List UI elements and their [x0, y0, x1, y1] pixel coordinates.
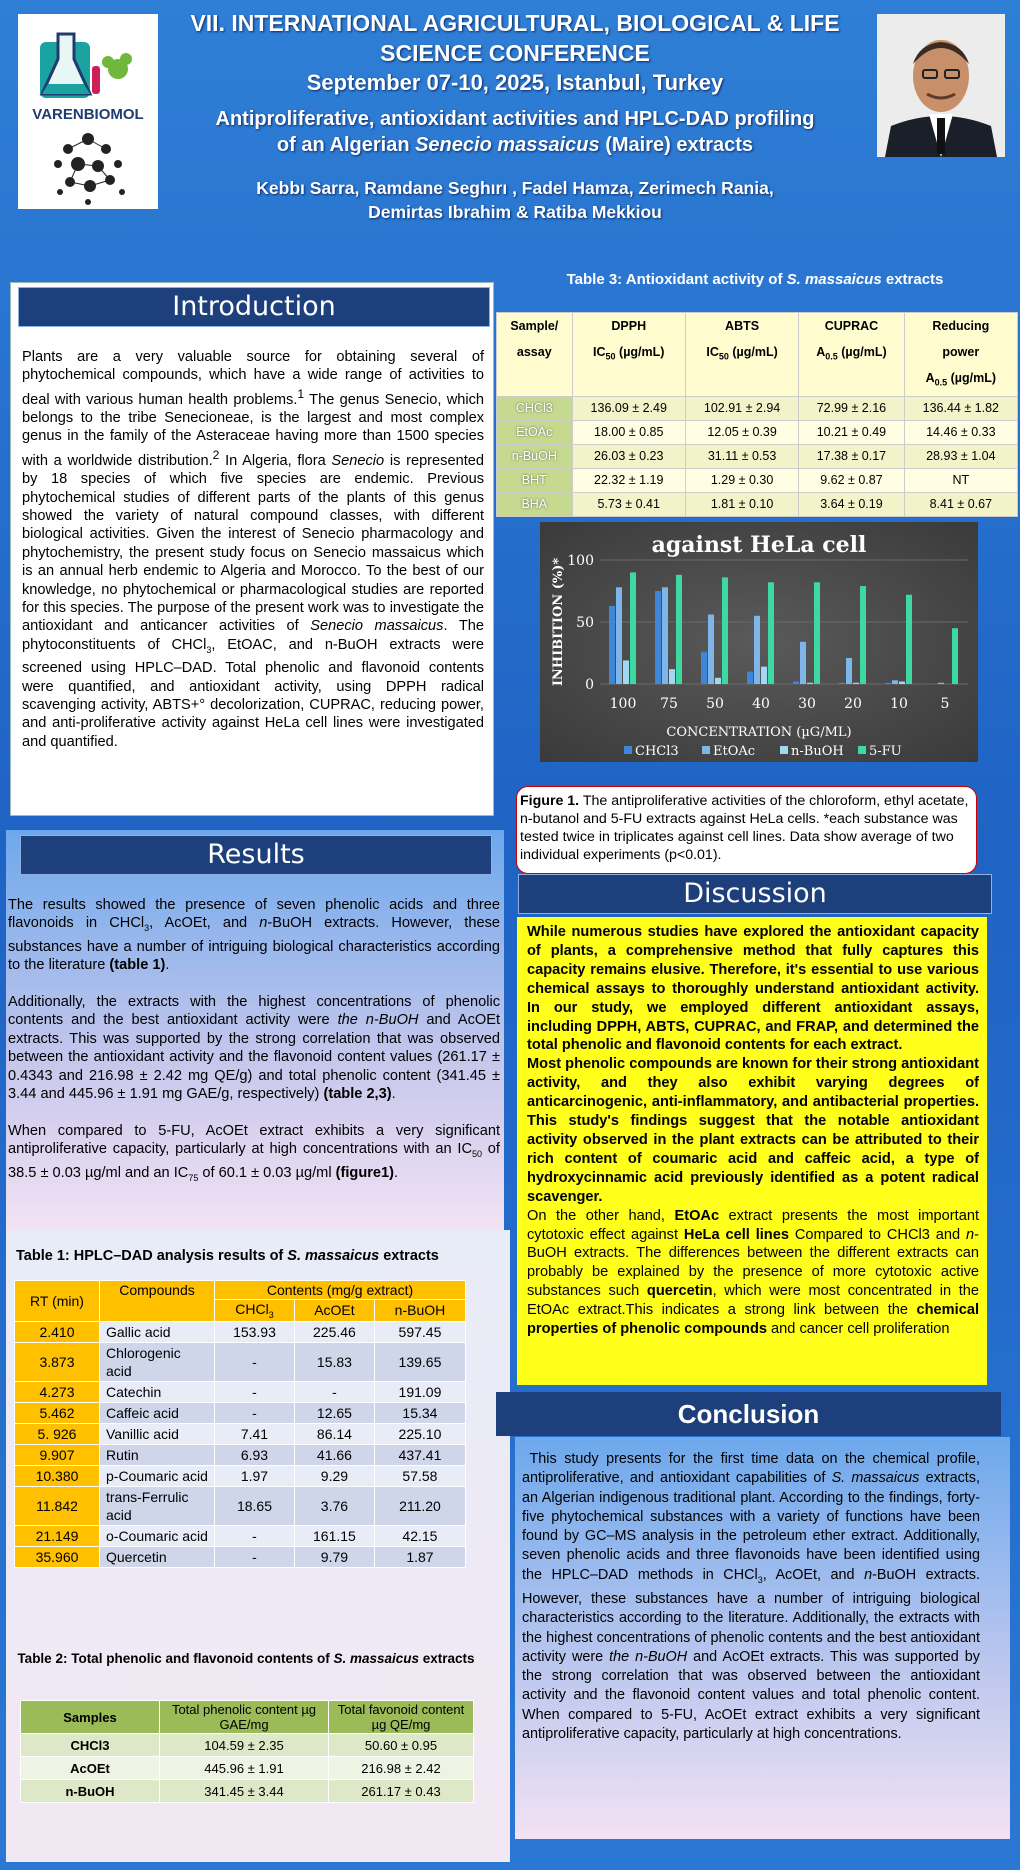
bar-chcl3 — [839, 683, 845, 684]
value-cell: 3.64 ± 0.19 — [799, 492, 904, 516]
content-cell: 41.66 — [294, 1444, 374, 1465]
bar-etoac — [846, 658, 852, 684]
bar-n-buoh — [807, 683, 813, 684]
legend-swatch — [624, 746, 632, 754]
sample-cell: BHT — [497, 468, 573, 492]
table-row — [15, 1381, 466, 1402]
compound-cell: Rutin — [100, 1444, 215, 1465]
sample-cell: BHA — [497, 492, 573, 516]
table-row — [15, 1402, 466, 1423]
author-photo — [877, 14, 1005, 157]
x-tick-label: 100 — [609, 696, 637, 712]
x-tick-label: 5 — [940, 696, 950, 712]
legend-label: CHCl3 — [635, 744, 679, 759]
legend-swatch — [858, 746, 866, 754]
content-cell: - — [215, 1546, 295, 1567]
bar-chcl3 — [747, 672, 753, 684]
discussion-heading: Discussion — [518, 874, 992, 914]
compound-cell: trans-Ferrulic acid — [100, 1486, 215, 1525]
table-row — [497, 420, 1018, 444]
hela-chart — [540, 522, 978, 762]
table3-header-sample: Sample/ assay — [497, 313, 573, 397]
content-cell: 3.76 — [294, 1486, 374, 1525]
table1-header-rt: RT (min) — [15, 1281, 100, 1322]
x-tick-label: 50 — [706, 696, 724, 712]
content-cell: 7.41 — [215, 1423, 295, 1444]
table-row — [15, 1546, 466, 1567]
x-tick-label: 20 — [844, 696, 862, 712]
value-cell: 12.05 ± 0.39 — [685, 420, 798, 444]
value-cell: 9.62 ± 0.87 — [799, 468, 904, 492]
bar-chcl3 — [885, 683, 891, 684]
sample-cell: n-BuOH — [497, 444, 573, 468]
value-cell: 5.73 ± 0.41 — [572, 492, 685, 516]
table1-header-acoet: AcOEt — [294, 1300, 374, 1322]
conclusion-heading: Conclusion — [496, 1392, 1001, 1436]
rt-cell: 35.960 — [15, 1546, 100, 1567]
legend-label: n-BuOH — [791, 744, 844, 759]
table2-header-phenolic: Total phenolic content µg GAE/mg — [160, 1701, 329, 1734]
content-cell: 42.15 — [374, 1525, 465, 1546]
table-row — [497, 444, 1018, 468]
discussion-text: While numerous studies have explored the antioxidant capacity of plants, a comprehensive method that fully captures this capacity remains elusive. Therefore, it's essential to use various chemical assays to thoroughly understand antioxidant activity. In our study, we employed different antioxidant assays, including DPPH, ABTS, CUPRAC, and FRAP, and determined the total phenolic and flavonoid contents for each extract. Most phenolic compounds are known for their strong antioxidant activity, and they also exhibit varying degrees of anticarcinogenic, anti-inflammatory, and antibacterial properties. This study's findings suggest that the notable antioxidant activity observed in the plant extracts can be attributed to their rich content of coumaric acid and caffeic acid, a type of hydroxycinnamic acid previously identified as a potent radical scavenger. On the other hand, EtOAc extract presents the most important cytotoxic effect against HeLa cell lines Compared to CHCl3 and n-BuOH extracts. The differences between the different extracts can probably be explained by the presence of more cytotoxic active substances such quercetin, which were most concentrated in the EtOAc extract.This indicates a strong link between the chemical properties of phenolic compounds and cancer cell proliferation — [527, 924, 979, 1338]
rt-cell: 21.149 — [15, 1525, 100, 1546]
sample-cell: AcOEt — [21, 1757, 160, 1780]
bar-chcl3 — [609, 606, 615, 684]
content-cell: 191.09 — [374, 1381, 465, 1402]
legend-swatch — [780, 746, 788, 754]
sample-cell: EtOAc — [497, 420, 573, 444]
bar-etoac — [800, 642, 806, 684]
content-cell: 597.45 — [374, 1321, 465, 1342]
table2-caption: Table 2: Total phenolic and flavonoid contents of S. massaicus extracts — [17, 1651, 475, 1666]
legend-label: 5-FU — [869, 744, 902, 759]
table2-header-flavonoid: Total favonoid content µg QE/mg — [329, 1701, 474, 1734]
content-cell: - — [215, 1381, 295, 1402]
table-row — [21, 1757, 474, 1780]
value-cell: 31.11 ± 0.53 — [685, 444, 798, 468]
rt-cell: 5. 926 — [15, 1423, 100, 1444]
bar-n-buoh — [853, 683, 859, 684]
bar-etoac — [892, 680, 898, 684]
content-cell: 225.46 — [294, 1321, 374, 1342]
compound-cell: Vanillic acid — [100, 1423, 215, 1444]
compound-cell: Caffeic acid — [100, 1402, 215, 1423]
content-cell: 437.41 — [374, 1444, 465, 1465]
value-cell: 22.32 ± 1.19 — [572, 468, 685, 492]
bar-5-fu — [906, 595, 912, 684]
authors-line1: Kebbı Sarra, Ramdane Seghırı , Fadel Hamza, Zerimech Rania, — [256, 178, 774, 198]
rt-cell: 3.873 — [15, 1342, 100, 1381]
content-cell: 86.14 — [294, 1423, 374, 1444]
table-row — [15, 1423, 466, 1444]
value-cell: 261.17 ± 0.43 — [329, 1780, 474, 1803]
table3-antioxidant — [496, 312, 1018, 517]
content-cell: 15.34 — [374, 1402, 465, 1423]
authors-line2: Demirtas Ibrahim & Ratiba Mekkiou — [368, 202, 662, 222]
compound-cell: o-Coumaric acid — [100, 1525, 215, 1546]
value-cell: 17.38 ± 0.17 — [799, 444, 904, 468]
content-cell: 153.93 — [215, 1321, 295, 1342]
table-row — [21, 1780, 474, 1803]
value-cell: 14.46 ± 0.33 — [904, 420, 1017, 444]
content-cell: 12.65 — [294, 1402, 374, 1423]
value-cell: 1.29 ± 0.30 — [685, 468, 798, 492]
conference-title-line2: SCIENCE CONFERENCE — [380, 40, 650, 66]
rt-cell: 2.410 — [15, 1321, 100, 1342]
compound-cell: p-Coumaric acid — [100, 1465, 215, 1486]
bar-etoac — [938, 683, 944, 684]
bar-5-fu — [952, 628, 958, 684]
value-cell: NT — [904, 468, 1017, 492]
content-cell: 57.58 — [374, 1465, 465, 1486]
results-heading: Results — [20, 835, 492, 875]
content-cell: 15.83 — [294, 1342, 374, 1381]
conclusion-text: This study presents for the first time data on the chemical profile, antiproliferative, and antioxidant capabilities of S. massaicus extracts, an Algerian indigenous traditional plant. According to the findings, forty-five phytochemical substances with a variety of functions have been found by GC–MS analysis in the petroleum ether extract. Additionally, seven phenolic acids and three flavonoids have been identified using the HPLC–DAD methods in CHCl$_3$, AcOEt, and n-BuOH extracts. However, these substances have a number of intriguing biological characteristics according to the literature. Additionally, the extracts with the highest concentrations of phenolic contents and the best antioxidant activity were the n-BuOH and AcOEt extracts. This was supported by the strong correlation that was observed between the antioxidant activity and the flavonoid content values and total phenolic content. When compared to 5-FU, AcOEt extract exhibits a very significant antiproliferative capacity, particularly at high concentrations. — [522, 1451, 981, 1743]
value-cell: 341.45 ± 3.44 — [160, 1780, 329, 1803]
table1-header-compounds: Compounds — [100, 1281, 215, 1322]
bar-chcl3 — [655, 591, 661, 684]
content-cell: 18.65 — [215, 1486, 295, 1525]
value-cell: 136.09 ± 2.49 — [572, 396, 685, 420]
x-tick-label: 30 — [798, 696, 816, 712]
table-row — [21, 1734, 474, 1757]
bar-5-fu — [768, 582, 774, 684]
table3-header-abts: ABTS $IC_{50}$ (µg/mL) — [685, 313, 798, 397]
value-cell: 72.99 ± 2.16 — [799, 396, 904, 420]
varenbiomol-logo — [18, 14, 158, 209]
legend-label: EtOAc — [713, 744, 756, 759]
bar-chcl3 — [793, 682, 799, 684]
rt-cell: 9.907 — [15, 1444, 100, 1465]
rt-cell: 5.462 — [15, 1402, 100, 1423]
value-cell: 104.59 ± 2.35 — [160, 1734, 329, 1757]
value-cell: 216.98 ± 2.42 — [329, 1757, 474, 1780]
bar-n-buoh — [899, 682, 905, 684]
bar-n-buoh — [761, 667, 767, 684]
table1-header-chcl3: CHCl$_3$ — [215, 1300, 295, 1322]
table-row — [15, 1465, 466, 1486]
value-cell: 18.00 ± 0.85 — [572, 420, 685, 444]
value-cell: 50.60 ± 0.95 — [329, 1734, 474, 1757]
bar-5-fu — [814, 582, 820, 684]
bar-n-buoh — [623, 660, 629, 684]
legend-swatch — [702, 746, 710, 754]
bar-chcl3 — [701, 652, 707, 684]
y-tick-label: 50 — [576, 615, 594, 631]
rt-cell: 4.273 — [15, 1381, 100, 1402]
y-tick-label: 100 — [567, 553, 594, 569]
table3-header-reducing: Reducing power $A_{0.5}$ (µg/mL) — [904, 313, 1017, 397]
value-cell: 10.21 ± 0.49 — [799, 420, 904, 444]
x-axis-label: CONCENTRATION (µG/ML) — [666, 725, 852, 740]
content-cell: 211.20 — [374, 1486, 465, 1525]
bar-5-fu — [630, 572, 636, 684]
conference-date: September 07-10, 2025, Istanbul, Turkey — [306, 70, 724, 95]
bar-etoac — [662, 587, 668, 684]
value-cell: 136.44 ± 1.82 — [904, 396, 1017, 420]
compound-cell: Gallic acid — [100, 1321, 215, 1342]
content-cell: 1.97 — [215, 1465, 295, 1486]
chart-title: against HeLa cell — [651, 532, 867, 558]
table1-header-contents: Contents (mg/g extract) — [215, 1281, 466, 1300]
content-cell: 161.15 — [294, 1525, 374, 1546]
rt-cell: 11.842 — [15, 1486, 100, 1525]
table3-caption: Table 3: Antioxidant activity of S. massaicus extracts — [566, 271, 944, 288]
content-cell: 9.79 — [294, 1546, 374, 1567]
results-text: The results showed the presence of seven phenolic acids and three flavonoids in CHCl$_3$, AcOEt, and n-BuOH extracts. However, these substances have a number of intriguing biological characteristics according to the literature (table 1). Additionally, the extracts with the highest concentrations of phenolic contents and the best antioxidant activity were the n-BuOH and AcOEt extracts. This was supported by the strong correlation that was observed between the antioxidant activity and the flavonoid content values (261.17 ± 0.4343 and 216.98 ± 2.42 mg QE/g) and total phenolic content (341.45 ± 3.44 and 445.96 ± 1.91 mg GAE/g, respectively) (table 2,3). When compared to 5-FU, AcOEt extract exhibits a very significant antiproliferative capacity, particularly at high concentrations with an $IC_{50}$ of 38.5 ± 0.03 µg/ml and an $IC_{75}$ of 60.1 ± 0.03 µg/ml (figure1). — [8, 897, 501, 1183]
table3-header-dpph: DPPH $IC_{50}$ (µg/mL) — [572, 313, 685, 397]
value-cell: 8.41 ± 0.67 — [904, 492, 1017, 516]
content-cell: - — [215, 1402, 295, 1423]
table3-header-cuprac: CUPRAC $A_{0.5}$ (µg/mL) — [799, 313, 904, 397]
table-row — [15, 1321, 466, 1342]
bar-etoac — [616, 587, 622, 684]
table-row — [497, 396, 1018, 420]
table-row — [15, 1342, 466, 1381]
compound-cell: Quercetin — [100, 1546, 215, 1567]
table-row — [15, 1525, 466, 1546]
bar-n-buoh — [715, 678, 721, 684]
content-cell: - — [294, 1381, 374, 1402]
value-cell: 26.03 ± 0.23 — [572, 444, 685, 468]
table-row — [497, 468, 1018, 492]
poster-title-line2: of an Algerian Senecio massaicus (Maire) extracts — [276, 134, 754, 156]
bar-etoac — [754, 616, 760, 684]
table-row — [497, 492, 1018, 516]
content-cell: 225.10 — [374, 1423, 465, 1444]
content-cell: 1.87 — [374, 1546, 465, 1567]
sample-cell: CHCl3 — [497, 396, 573, 420]
content-cell: 6.93 — [215, 1444, 295, 1465]
sample-cell: CHCl3 — [21, 1734, 160, 1757]
figure1-caption: Figure 1. The antiproliferative activities of the chloroform, ethyl acetate, n-butanol and 5-FU extracts against HeLa cells. *each substance was tested twice in triplicates against cell lines. Data show average of two individual experiments (p<0.01). — [520, 793, 969, 863]
sample-cell: n-BuOH — [21, 1780, 160, 1803]
introduction-text: Plants are a very valuable source for obtaining several of phytochemical compounds, which have a wide range of activities to deal with various human health problems.$^1$ The genus Senecio, which belongs to the tribe Senecioneae, is the largest and most complex genus in the family of the Asteraceae having more than 1500 species with a worldwide distribution.$^2$ In Algeria, flora Senecio is represented by 18 species of which five species are endemic. Previous phytochemical studies of different parts of the plants of this genus showed the variety of natural compound classes, with different biological activities. Given the interest of Senecio pharmacology and phytochemistry, the present study focus on Senecio massaicus which is an annual herb endemic to Algeria and Morocco. To the best of our knowledge, no phytochemical or pharmacological studies are reported for this species. The purpose of the present work was to investigate the antioxidant and anticancer activities of Senecio massaicus. The phytoconstituents of CHCl$_3$, EtOAC, and n-BuOH extracts were screened using HPLC–DAD. Total phenolic and flavonoid contents were quantified, and antioxidant activity, using DPPH radical scavenging activity, ABTS+° decolorization, CUPRAC, reducing power, and anti-proliferative activity against HeLa cell lines were investigated and quantified. — [22, 349, 485, 750]
bar-etoac — [708, 615, 714, 684]
compound-cell: Chlorogenic acid — [100, 1342, 215, 1381]
bar-5-fu — [860, 586, 866, 684]
content-cell: 139.65 — [374, 1342, 465, 1381]
table-row — [15, 1486, 466, 1525]
x-tick-label: 10 — [890, 696, 908, 712]
bar-5-fu — [676, 575, 682, 684]
value-cell: 28.93 ± 1.04 — [904, 444, 1017, 468]
rt-cell: 10.380 — [15, 1465, 100, 1486]
table1-hplc — [14, 1280, 466, 1568]
conference-title-line1: VII. INTERNATIONAL AGRICULTURAL, BIOLOGICAL & LIFE — [190, 10, 840, 36]
introduction-heading: Introduction — [18, 287, 490, 327]
content-cell: - — [215, 1525, 295, 1546]
table1-header-nbuoh: n-BuOH — [374, 1300, 465, 1322]
bar-5-fu — [722, 577, 728, 684]
logo-text: VARENBIOMOL — [32, 106, 144, 123]
poster-title-line1: Antiproliferative, antioxidant activities and HPLC-DAD profiling — [215, 108, 815, 130]
table-row — [15, 1444, 466, 1465]
content-cell: 9.29 — [294, 1465, 374, 1486]
x-tick-label: 40 — [752, 696, 770, 712]
table2-header-samples: Samples — [21, 1701, 160, 1734]
compound-cell: Catechin — [100, 1381, 215, 1402]
bar-n-buoh — [669, 669, 675, 684]
x-tick-label: 75 — [660, 696, 678, 712]
value-cell: 1.81 ± 0.10 — [685, 492, 798, 516]
table1-caption: Table 1: HPLC–DAD analysis results of S. massaicus extracts — [16, 1248, 439, 1264]
content-cell: - — [215, 1342, 295, 1381]
value-cell: 445.96 ± 1.91 — [160, 1757, 329, 1780]
table2-phenolic — [20, 1700, 474, 1803]
y-tick-label: 0 — [585, 677, 594, 693]
value-cell: 102.91 ± 2.94 — [685, 396, 798, 420]
y-axis-label: INHIBITION (%)* — [551, 557, 566, 687]
